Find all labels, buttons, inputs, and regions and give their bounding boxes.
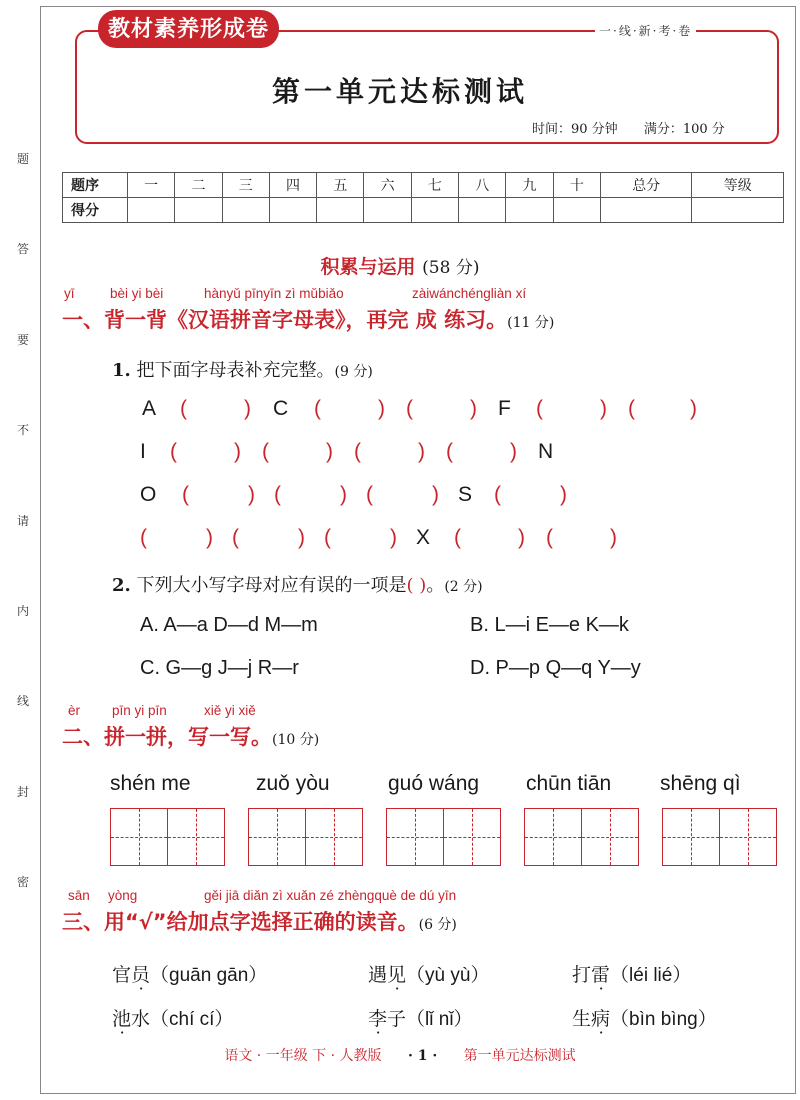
- word-char: 打: [572, 964, 592, 986]
- sub-points: (2 分): [444, 579, 483, 595]
- section-title-text: 积累与运用: [320, 256, 416, 278]
- blank-close: ): [610, 526, 617, 549]
- score-cell[interactable]: [411, 198, 458, 223]
- page-footer: [0, 1045, 800, 1065]
- col-header: 十: [553, 173, 600, 198]
- binding-char: 线: [16, 694, 29, 709]
- q2-title: [62, 721, 319, 751]
- blank-close: ): [432, 483, 439, 506]
- answer-blank[interactable]: ( ): [406, 575, 427, 596]
- q3-pinyin: yòng: [108, 888, 138, 903]
- section-title: [0, 252, 800, 279]
- blank-open: (: [628, 397, 635, 420]
- grid-cell[interactable]: [306, 808, 363, 866]
- sub-number: 1.: [112, 360, 131, 381]
- q2-pinyin: xiě yi xiě: [204, 703, 256, 718]
- blank-close: ): [560, 483, 567, 506]
- writing-grid[interactable]: [248, 808, 364, 866]
- given-letter: S: [458, 483, 473, 506]
- blank-open: (: [366, 483, 373, 506]
- reading-item: [572, 1004, 717, 1031]
- given-letter: O: [140, 483, 157, 506]
- score-cell[interactable]: [459, 198, 506, 223]
- score-cell[interactable]: [128, 198, 175, 223]
- q3-title: [62, 906, 457, 936]
- score-cell[interactable]: [222, 198, 269, 223]
- grid-cell[interactable]: [248, 808, 306, 866]
- score-cell[interactable]: [600, 198, 691, 223]
- binding-char: 答: [16, 242, 29, 257]
- sub-number: 2.: [112, 575, 131, 596]
- blank-open: (: [494, 483, 501, 506]
- word-char: 官: [112, 964, 132, 986]
- score-table-score-row: [63, 198, 784, 223]
- col-header: 六: [364, 173, 411, 198]
- reading-choices[interactable]: （bìn bìng）: [610, 1009, 717, 1030]
- footer-test-name: 第一单元达标测试: [463, 1048, 576, 1064]
- binding-char: 内: [16, 603, 29, 618]
- q1-title-text: 一、背一背《汉语拼音字母表》，再完 成 练习。: [62, 308, 508, 332]
- binding-char: 要: [16, 332, 29, 347]
- blank-close: ): [390, 526, 397, 549]
- blank-close: ): [248, 483, 255, 506]
- q1-title: [62, 304, 554, 334]
- option-d: D. P—p Q—q Y—y: [470, 657, 641, 679]
- q2-pinyin: pīn yi pīn: [112, 703, 167, 718]
- blank-open: (: [314, 397, 321, 420]
- q3-points: (6 分): [418, 917, 457, 933]
- q3-pinyin: gěi jiā diǎn zì xuǎn zé zhèngquè de dú yīn: [204, 888, 457, 903]
- exam-full-score: 满分：100 分: [643, 122, 725, 137]
- score-cell[interactable]: [506, 198, 553, 223]
- col-header: 总分: [600, 173, 691, 198]
- blank-close: ): [244, 397, 251, 420]
- word-char: 水: [131, 1008, 151, 1030]
- reading-item: [572, 960, 691, 987]
- q2-points: (10 分): [272, 732, 320, 748]
- reading-item: [112, 1004, 233, 1031]
- blank-open: (: [274, 483, 281, 506]
- blank-open: (: [180, 397, 187, 420]
- blank-close: ): [470, 397, 477, 420]
- score-cell[interactable]: [553, 198, 600, 223]
- blank-close: ): [518, 526, 525, 549]
- option-c: C. G—g J—j R—r: [140, 657, 299, 679]
- word-char: 子: [387, 1008, 407, 1030]
- grid-cell[interactable]: [110, 808, 168, 866]
- dotted-char: 病: [591, 1008, 611, 1030]
- q1-sub1: [112, 356, 373, 382]
- given-letter: I: [140, 440, 146, 463]
- col-header: 八: [459, 173, 506, 198]
- pinyin-word: zuǒ yòu: [256, 772, 330, 795]
- blank-open: (: [170, 440, 177, 463]
- given-letter: N: [538, 440, 554, 463]
- q1-pinyin: bèi yi bèi: [110, 286, 164, 301]
- sub-text: 把下面字母表补充完整。: [136, 360, 335, 381]
- blank-close: ): [378, 397, 385, 420]
- blank-close: ): [418, 440, 425, 463]
- given-letter: X: [416, 526, 431, 549]
- row-label: 得分: [63, 198, 128, 223]
- section-points: (58 分): [422, 258, 480, 278]
- q2-pinyin: èr: [68, 703, 81, 718]
- score-cell[interactable]: [269, 198, 316, 223]
- page-number: · 1 ·: [407, 1048, 438, 1064]
- reading-choices[interactable]: （lǐ nǐ）: [406, 1009, 473, 1030]
- blank-open: (: [262, 440, 269, 463]
- writing-grid[interactable]: [386, 808, 502, 866]
- q1-pinyin: yī: [64, 286, 75, 301]
- option-a: A. A—a D—d M—m: [140, 614, 318, 636]
- word-char: 生: [572, 1008, 592, 1030]
- col-header: 二: [175, 173, 222, 198]
- q2-title-text: 二、拼一拼，写一写。: [62, 725, 272, 749]
- grid-cell[interactable]: [720, 808, 777, 866]
- binding-char: 不: [16, 423, 29, 438]
- q3-title-text: 三、用“√”给加点字选择正确的读音。: [62, 910, 419, 934]
- q1-pinyin: zàiwánchéngliàn xí: [412, 286, 527, 301]
- col-header: 九: [506, 173, 553, 198]
- binding-char: 请: [16, 513, 29, 528]
- sub-tail: 。: [426, 575, 445, 596]
- score-table: [62, 172, 784, 223]
- blank-open: (: [232, 526, 239, 549]
- score-cell[interactable]: [364, 198, 411, 223]
- blank-open: (: [324, 526, 331, 549]
- option-b: B. L—i E—e K—k: [470, 614, 629, 636]
- blank-open: (: [182, 483, 189, 506]
- q1-points: (11 分): [507, 315, 555, 331]
- grid-cell[interactable]: [168, 808, 225, 866]
- grid-cell[interactable]: [444, 808, 501, 866]
- grid-cell[interactable]: [582, 808, 639, 866]
- score-table-header-row: [63, 173, 784, 198]
- reading-item: [368, 1004, 473, 1031]
- score-cell[interactable]: [692, 198, 784, 223]
- blank-close: ): [600, 397, 607, 420]
- reading-choices[interactable]: （léi lié）: [610, 965, 692, 986]
- blank-close: ): [298, 526, 305, 549]
- col-header: 三: [222, 173, 269, 198]
- exam-meta: [532, 118, 747, 137]
- reading-choices[interactable]: （chí cí）: [150, 1009, 234, 1030]
- given-letter: A: [142, 397, 157, 420]
- blank-open: (: [454, 526, 461, 549]
- sub-points: (9 分): [334, 364, 373, 380]
- col-header: 七: [411, 173, 458, 198]
- given-letter: C: [273, 397, 289, 420]
- header-badge: 教材素养形成卷: [98, 10, 279, 48]
- sub-text: 下列大小写字母对应有误的一项是: [136, 575, 407, 596]
- pinyin-word: guó wáng: [388, 772, 480, 795]
- score-cell[interactable]: [175, 198, 222, 223]
- binding-char: 封: [16, 784, 29, 799]
- blank-open: (: [406, 397, 413, 420]
- pinyin-word: shēng qì: [660, 772, 741, 795]
- reading-item: [368, 960, 489, 987]
- blank-open: (: [546, 526, 553, 549]
- word-char: 遇: [368, 964, 388, 986]
- blank-close: ): [340, 483, 347, 506]
- blank-open: (: [536, 397, 543, 420]
- pinyin-word: chūn tiān: [526, 772, 612, 795]
- footer-book: 语文 · 一年级 下 · 人教版: [224, 1048, 382, 1064]
- dotted-char: 池: [112, 1008, 132, 1030]
- blank-open: (: [446, 440, 453, 463]
- reading-choices[interactable]: （guān gān）: [150, 965, 268, 986]
- blank-close: ): [234, 440, 241, 463]
- col-header: 四: [269, 173, 316, 198]
- reading-item: [112, 960, 267, 987]
- blank-close: ): [326, 440, 333, 463]
- writing-grid[interactable]: [110, 808, 226, 866]
- dotted-char: 员: [131, 964, 151, 986]
- blank-close: ): [690, 397, 697, 420]
- pinyin-word: shén me: [110, 772, 191, 795]
- q1-pinyin: hànyǔ pīnyīn zì mǔbiǎo: [204, 286, 344, 301]
- q3-pinyin: sān: [68, 888, 90, 903]
- dotted-char: 见: [387, 964, 407, 986]
- blank-close: ): [206, 526, 213, 549]
- blank-open: (: [354, 440, 361, 463]
- grid-cell[interactable]: [662, 808, 720, 866]
- col-header: 五: [317, 173, 364, 198]
- row-label: 题序: [63, 173, 128, 198]
- grid-cell[interactable]: [386, 808, 444, 866]
- page-title: 第一单元达标测试: [271, 75, 528, 108]
- q1-sub2: [112, 571, 483, 597]
- given-letter: F: [498, 397, 511, 420]
- dotted-char: 雷: [591, 964, 611, 986]
- grid-cell[interactable]: [524, 808, 582, 866]
- header-series: 一·线·新·考·卷: [595, 22, 696, 39]
- exam-time: 时间：90 分钟: [532, 122, 618, 137]
- binding-char: 密: [16, 875, 29, 889]
- dotted-char: 李: [368, 1008, 388, 1030]
- binding-char: 题: [16, 152, 29, 166]
- writing-grid[interactable]: [662, 808, 778, 866]
- blank-close: ): [510, 440, 517, 463]
- score-cell[interactable]: [317, 198, 364, 223]
- writing-grid[interactable]: [524, 808, 640, 866]
- col-header: 一: [128, 173, 175, 198]
- col-header: 等级: [692, 173, 784, 198]
- reading-choices[interactable]: （yù yù）: [406, 965, 490, 986]
- blank-open: (: [140, 526, 147, 549]
